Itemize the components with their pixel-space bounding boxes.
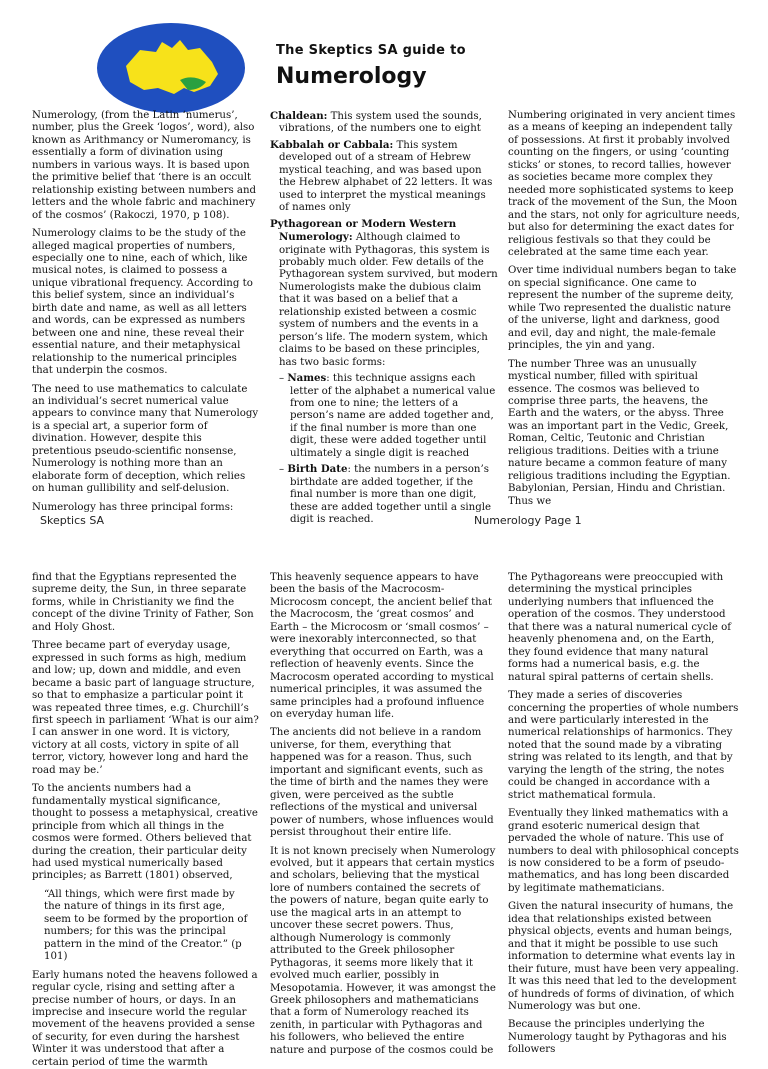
term-text: This system developed out of a stream of Hebrew mystical teaching, and was based upon the Hebrew alphabet of 22 letters. It was used to interpret the mystical meanings of names only	[279, 139, 493, 214]
page-1	[0, 0, 768, 530]
paragraph: Three became part of everyday usage, expressed in such forms as high, medium and low; up, down and middle, and even became a basic part of language structure, so that to emphasize a particular point it was repeated three times, e.g. Churchill’s first speech in parliament ‘What is our aim? I can answer in one word. It is victory, victory at all costs, victory in spite of all terror, victory, however long and hard the road may be.’	[32, 640, 259, 776]
paragraph: Given the natural insecurity of humans, the idea that relationships existed between physical objects, events and human beings, and that it might be possible to use such information to determine what events lay in their future, must have been very appealing. It was this need that led to the development of hundreds of forms of divination, of which Numerology was but one.	[508, 901, 739, 1012]
form-chaldean	[270, 110, 498, 136]
page1-column-3	[508, 110, 740, 514]
paragraph: Over time individual numbers began to take on special significance. One came to represent the number of the supreme deity, while Two represented the dualistic nature of the universe, light and darkness, good and evil, day and night, the male-female principles, the yin and yang.	[508, 265, 737, 352]
bullet-dash: –	[279, 464, 288, 476]
term-text: This system used the sounds, vibrations, of the numbers one to eight	[279, 111, 482, 135]
bullet-dash: –	[279, 373, 288, 385]
term-text: Although claimed to originate with Pythagoras, this system is probably much older. Few details of the Pythagorean system survived, but modern Numerologists make the dubious claim that it was based on a belief that a relationship existed between a cosmic system of numbers and the events in a person’s life. The modern system, which claims to be based on these principles, has two basic forms:	[279, 232, 498, 368]
page-gap	[0, 530, 768, 568]
term-label: Chaldean:	[270, 110, 328, 122]
page1-column-2	[270, 110, 498, 526]
footer-left: Skeptics SA	[40, 514, 105, 527]
page2-column-1	[32, 572, 260, 1068]
paragraph: It is not known precisely when Numerology evolved, but it appears that certain mystics and scholars, believing that the mystical lore of numbers contained the secrets of the powers of nature, began quite early to use the magical arts in an attempt to uncover these secret powers. Thus, although Numerology is commonly attributed to the Greek philosopher Pythagoras, it seems more likely that it evolved much earlier, possibly in Mesopotamia. However, it was amongst the Greek philosophers and mathematicians that a form of Numerology reached its zenith, in particular with Pythagoras and his followers, who believed the entire nature and purpose of the cosmos could be	[270, 845, 496, 1056]
paragraph: Numerology, (from the Latin ‘numerus’, number, plus the Greek ‘logos’, word), also known as Arithmancy or Numeromancy, is essentially a form of divination using numbers in various ways. It is based upon the primitive belief that ‘there is an occult relationship existing between numbers and letters and the whole fabric and machinery of the cosmos’ (Rakoczi, 1970, p 108).	[32, 110, 257, 221]
page2-column-2	[270, 572, 498, 1056]
form-kabbalah	[270, 139, 498, 215]
paragraph: To the ancients numbers had a fundamentally mystical significance, thought to possess a metaphysical, creative principle from which all things in the cosmos were formed. Others believed that during the creation, their particular deity had used mystical numerically based principles; as Barrett (1801) observed,	[32, 783, 258, 882]
barrett-quote: “All things, which were first made by the nature of things in its first age, seem to be formed by the proportion of numbers; for this was the principal pattern in the mind of the Creator.” (p 101)	[44, 888, 248, 963]
term-label: Pythagorean or Modern Western Numerology:	[270, 217, 457, 244]
footer-page-number: Numerology Page 1	[474, 514, 582, 527]
page-title: Numerology	[276, 64, 427, 89]
paragraph: The ancients did not believe in a random universe, for them, everything that happened was for a reason. Thus, such important and significant events, such as the time of birth and the names they were given, were perceived as the subtle reflections of the mystical and universal power of numbers, whose influences would persist throughout their entire life.	[270, 727, 494, 839]
paragraph: This heavenly sequence appears to have been the basis of the Macrocosm-Microcosm concept, the ancient belief that the Macrocosm, the ‘great cosmos’ and Earth – the Microcosm or ‘small cosmos’ – were inexorably interconnected, so that everything that occurred on Earth, was a reflection of heavenly events. Since the Macrocosm operated according to mystical numerical principles, it was assumed the same principles had a profound influence on everyday human life.	[270, 572, 494, 720]
page-2	[0, 568, 768, 1068]
header-subtitle: The Skeptics SA guide to	[276, 43, 466, 58]
paragraph: Eventually they linked mathematics with a grand esoteric numerical design that pervaded the whole of nature. This use of numbers to deal with philosophical concepts is now considered to be a form of pseudo-mathematics, and has long been discarded by legitimate mathematicians.	[508, 808, 739, 894]
paragraph: find that the Egyptians represented the supreme deity, the Sun, in three separate forms, while in Christianity we find the concept of the divine Trinity of Father, Son and Holy Ghost.	[32, 572, 254, 633]
paragraph: The Pythagoreans were preoccupied with determining the mystical principles underlying numbers that influenced the operation of the cosmos. They understood that there was a natural numerical cycle of heavenly phenomena and, on the Earth, they found evidence that many natural forms had a numerical basis, e.g. the natural spiral patterns of certain shells.	[508, 572, 731, 683]
paragraph: Because the principles underlying the Numerology taught by Pythagoras and his followers	[508, 1019, 727, 1056]
paragraph: Numerology claims to be the study of the alleged magical properties of numbers, especially one to nine, each of which, like musical notes, is claimed to possess a unique vibrational frequency. According to this belief system, since an individual’s birth date and name, as well as all letters and words, can be expressed as numbers between one and nine, these reveal their essential nature, and their metaphysical relationship to the numerical principles that underpin the cosmos.	[32, 228, 253, 377]
term-label: Kabbalah or Cabbala:	[270, 138, 394, 151]
term-label: Birth Date	[287, 463, 348, 476]
paragraph: Early humans noted the heavens followed a regular cycle, rising and setting after a precise number of hours, or days. In an imprecise and insecure world the regular movement of the heavens provided a sense of security, for even during the harshest Winter it was understood that after a certain period of time the warmth	[32, 969, 258, 1068]
term-text: : the numbers in a person’s birthdate are added together, if the final number is more than one digit, these are added together until a single digit is reached.	[290, 464, 492, 526]
term-text: : this technique assigns each letter of the alphabet a numerical value from one to nine; the letters of a person’s name are added together and, if the final number is more than one digit, these were added together until ultimately a single digit is reached	[290, 373, 496, 459]
skeptics-sa-logo	[96, 22, 246, 114]
paragraph: The need to use mathematics to calculate an individual’s secret numerical value appears to convince many that Numerology is a special art, a superior form of divination. However, despite this pretentious pseudo-scientific nonsense, Numerology is nothing more than an elaborate form of deception, which relies on human gullibility and self-delusion.	[32, 383, 259, 495]
bullet-birth-date	[270, 463, 498, 526]
paragraph: The number Three was an unusually mystical number, filled with spiritual essence. The cosmos was believed to comprise three parts, the heavens, the Earth and the waters, or the abyss. Three was an important part in the Vedic, Greek, Roman, Celtic, Teutonic and Christian religious traditions. Deities with a triune nature became a common feature of many religious traditions including the Egyptian. Babylonian, Persian, Hindu and Christian. Thus we	[508, 358, 731, 507]
paragraph: They made a series of discoveries concerning the properties of whole numbers and were particularly interested in the numerical relationships of harmonics. They noted that the sound made by a vibrating string was related to its length, and that by varying the length of the string, the notes could be changed in accordance with a strict mathematical formula.	[508, 690, 739, 801]
form-pythagorean	[270, 218, 498, 369]
bullet-names	[270, 372, 498, 460]
term-label: Names	[287, 372, 327, 385]
paragraph: Numbering originated in very ancient times as a means of keeping an independent tally of possessions. At first it probably involved counting on the fingers, or using ‘counting sticks’ or stones, to record tallies, however as societies became more complex they needed more sophisticated systems to keep track of the movement of the Sun, the Moon and the stars, not only for agriculture needs, but also for determining the exact dates for religious festivals so that they could be celebrated at the same time each year.	[508, 110, 740, 258]
paragraph: Numerology has three principal forms:	[32, 501, 234, 513]
page1-column-1	[32, 110, 260, 514]
page2-column-3	[508, 572, 740, 1056]
